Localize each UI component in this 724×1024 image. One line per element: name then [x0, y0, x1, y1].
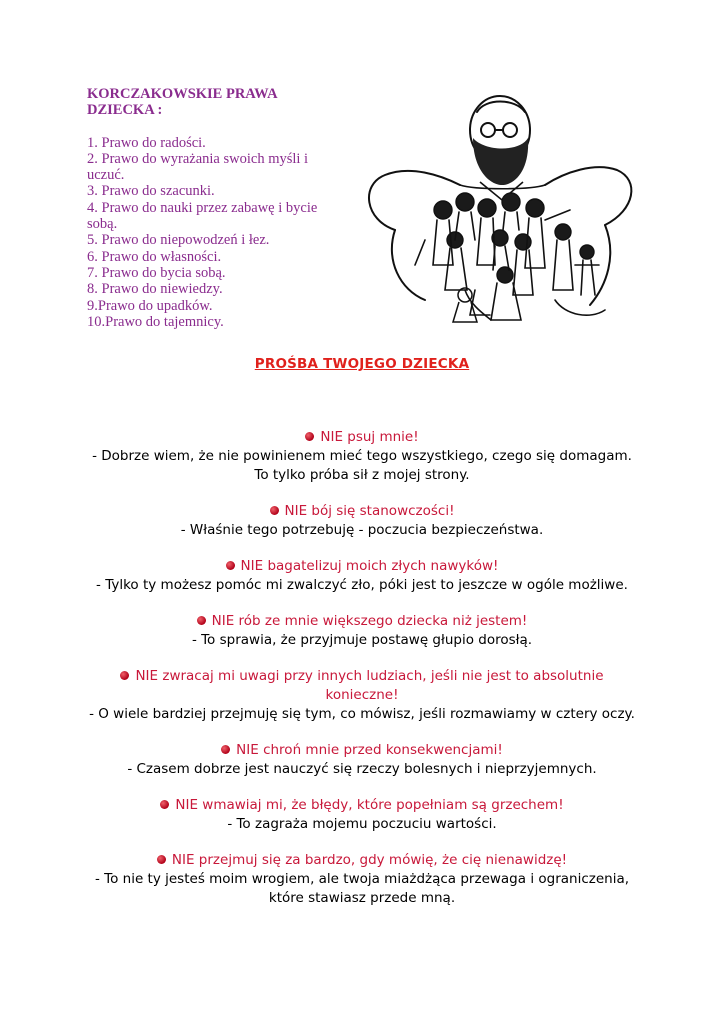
rights-item: 3. Prawo do szacunki.: [87, 183, 215, 200]
red-bullet-icon: [160, 800, 169, 809]
request-body: - To nie ty jesteś moim wrogiem, ale twoja miażdżąca przewaga i ograniczenia,: [94, 871, 630, 887]
request-body: które stawiasz przede mną.: [268, 890, 456, 906]
rights-title-line1: KORCZAKOWSKIE PRAWA: [87, 86, 278, 102]
request-item: [60, 428, 664, 485]
request-heading: [60, 667, 664, 686]
rights-item: 2. Prawo do wyrażania swoich myśli i uczuć.: [87, 150, 309, 184]
request-heading-text: NIE chroń mnie przed konsekwencjami!: [236, 742, 503, 758]
request-item: [60, 557, 664, 595]
request-body: - Tylko ty możesz pomóc mi zwalczyć zło, póki jest to jeszcze w ogóle możliwe.: [96, 577, 628, 593]
request-heading-text: NIE zwracaj mi uwagi przy innych ludziach, jeśli nie jest to absolutnie: [135, 668, 604, 684]
request-heading: [60, 557, 664, 576]
request-heading: [60, 796, 664, 815]
request-body: - To zagraża mojemu poczuciu wartości.: [227, 816, 497, 832]
red-bullet-icon: [157, 855, 166, 864]
rights-list: [87, 135, 337, 331]
request-body: To tylko próba sił z mojej strony.: [254, 467, 470, 483]
request-heading: [60, 502, 664, 521]
request-item: [60, 612, 664, 650]
request-item: [60, 667, 664, 724]
rights-section: [87, 86, 337, 330]
request-heading-text: NIE psuj mnie!: [320, 429, 419, 445]
request-heading-text: NIE wmawiaj mi, że błędy, które popełniam są grzechem!: [175, 797, 564, 813]
rights-item: 9.Prawo do upadków.: [87, 297, 213, 314]
red-bullet-icon: [270, 506, 279, 515]
request-body: - O wiele bardziej przejmuję się tym, co mówisz, jeśli rozmawiamy w cztery oczy.: [89, 706, 635, 722]
rights-item: 8. Prawo do niewiedzy.: [87, 281, 223, 298]
request-item: [60, 502, 664, 540]
requests-list: [60, 428, 664, 925]
request-heading: [60, 851, 664, 870]
red-bullet-icon: [120, 671, 129, 680]
rights-item: 7. Prawo do bycia sobą.: [87, 264, 226, 281]
request-body: - Dobrze wiem, że nie powinienem mieć tego wszystkiego, czego się domagam.: [92, 448, 632, 464]
rights-item: 4. Prawo do nauki przez zabawę i bycie sobą.: [87, 199, 318, 233]
red-bullet-icon: [226, 561, 235, 570]
request-heading: [60, 428, 664, 447]
request-body: - Czasem dobrze jest nauczyć się rzeczy bolesnych i nieprzyjemnych.: [127, 761, 597, 777]
rights-item: 10.Prawo do tajemnicy.: [87, 313, 224, 330]
request-item: [60, 796, 664, 834]
red-bullet-icon: [221, 745, 230, 754]
request-heading-cont: konieczne!: [325, 687, 399, 703]
request-heading: [60, 612, 664, 631]
request-heading: [60, 741, 664, 760]
red-bullet-icon: [197, 616, 206, 625]
request-heading-text: NIE przejmuj się za bardzo, gdy mówię, że cię nienawidzę!: [171, 852, 568, 868]
request-heading-text: NIE bój się stanowczości!: [284, 503, 455, 519]
request-item: [60, 851, 664, 908]
korczak-illustration: [355, 90, 645, 335]
request-item: [60, 741, 664, 779]
request-heading-text: NIE bagatelizuj moich złych nawyków!: [240, 558, 499, 574]
request-body: - Właśnie tego potrzebuję - poczucia bezpieczeństwa.: [180, 522, 544, 538]
request-heading-text: NIE rób ze mnie większego dziecka niż jestem!: [211, 613, 528, 629]
rights-title: [87, 86, 337, 119]
rights-item: 1. Prawo do radości.: [87, 134, 206, 151]
red-bullet-icon: [305, 432, 314, 441]
rights-title-line2: DZIECKA :: [87, 102, 163, 119]
korczak-with-children-drawing: [355, 90, 645, 335]
rights-item: 5. Prawo do niepowodzeń i łez.: [87, 232, 270, 249]
request-title: PROŚBA TWOJEGO DZIECKA: [254, 356, 470, 372]
rights-item: 6. Prawo do własności.: [87, 248, 222, 265]
request-body: - To sprawia, że przyjmuje postawę głupio dorosłą.: [191, 632, 533, 648]
